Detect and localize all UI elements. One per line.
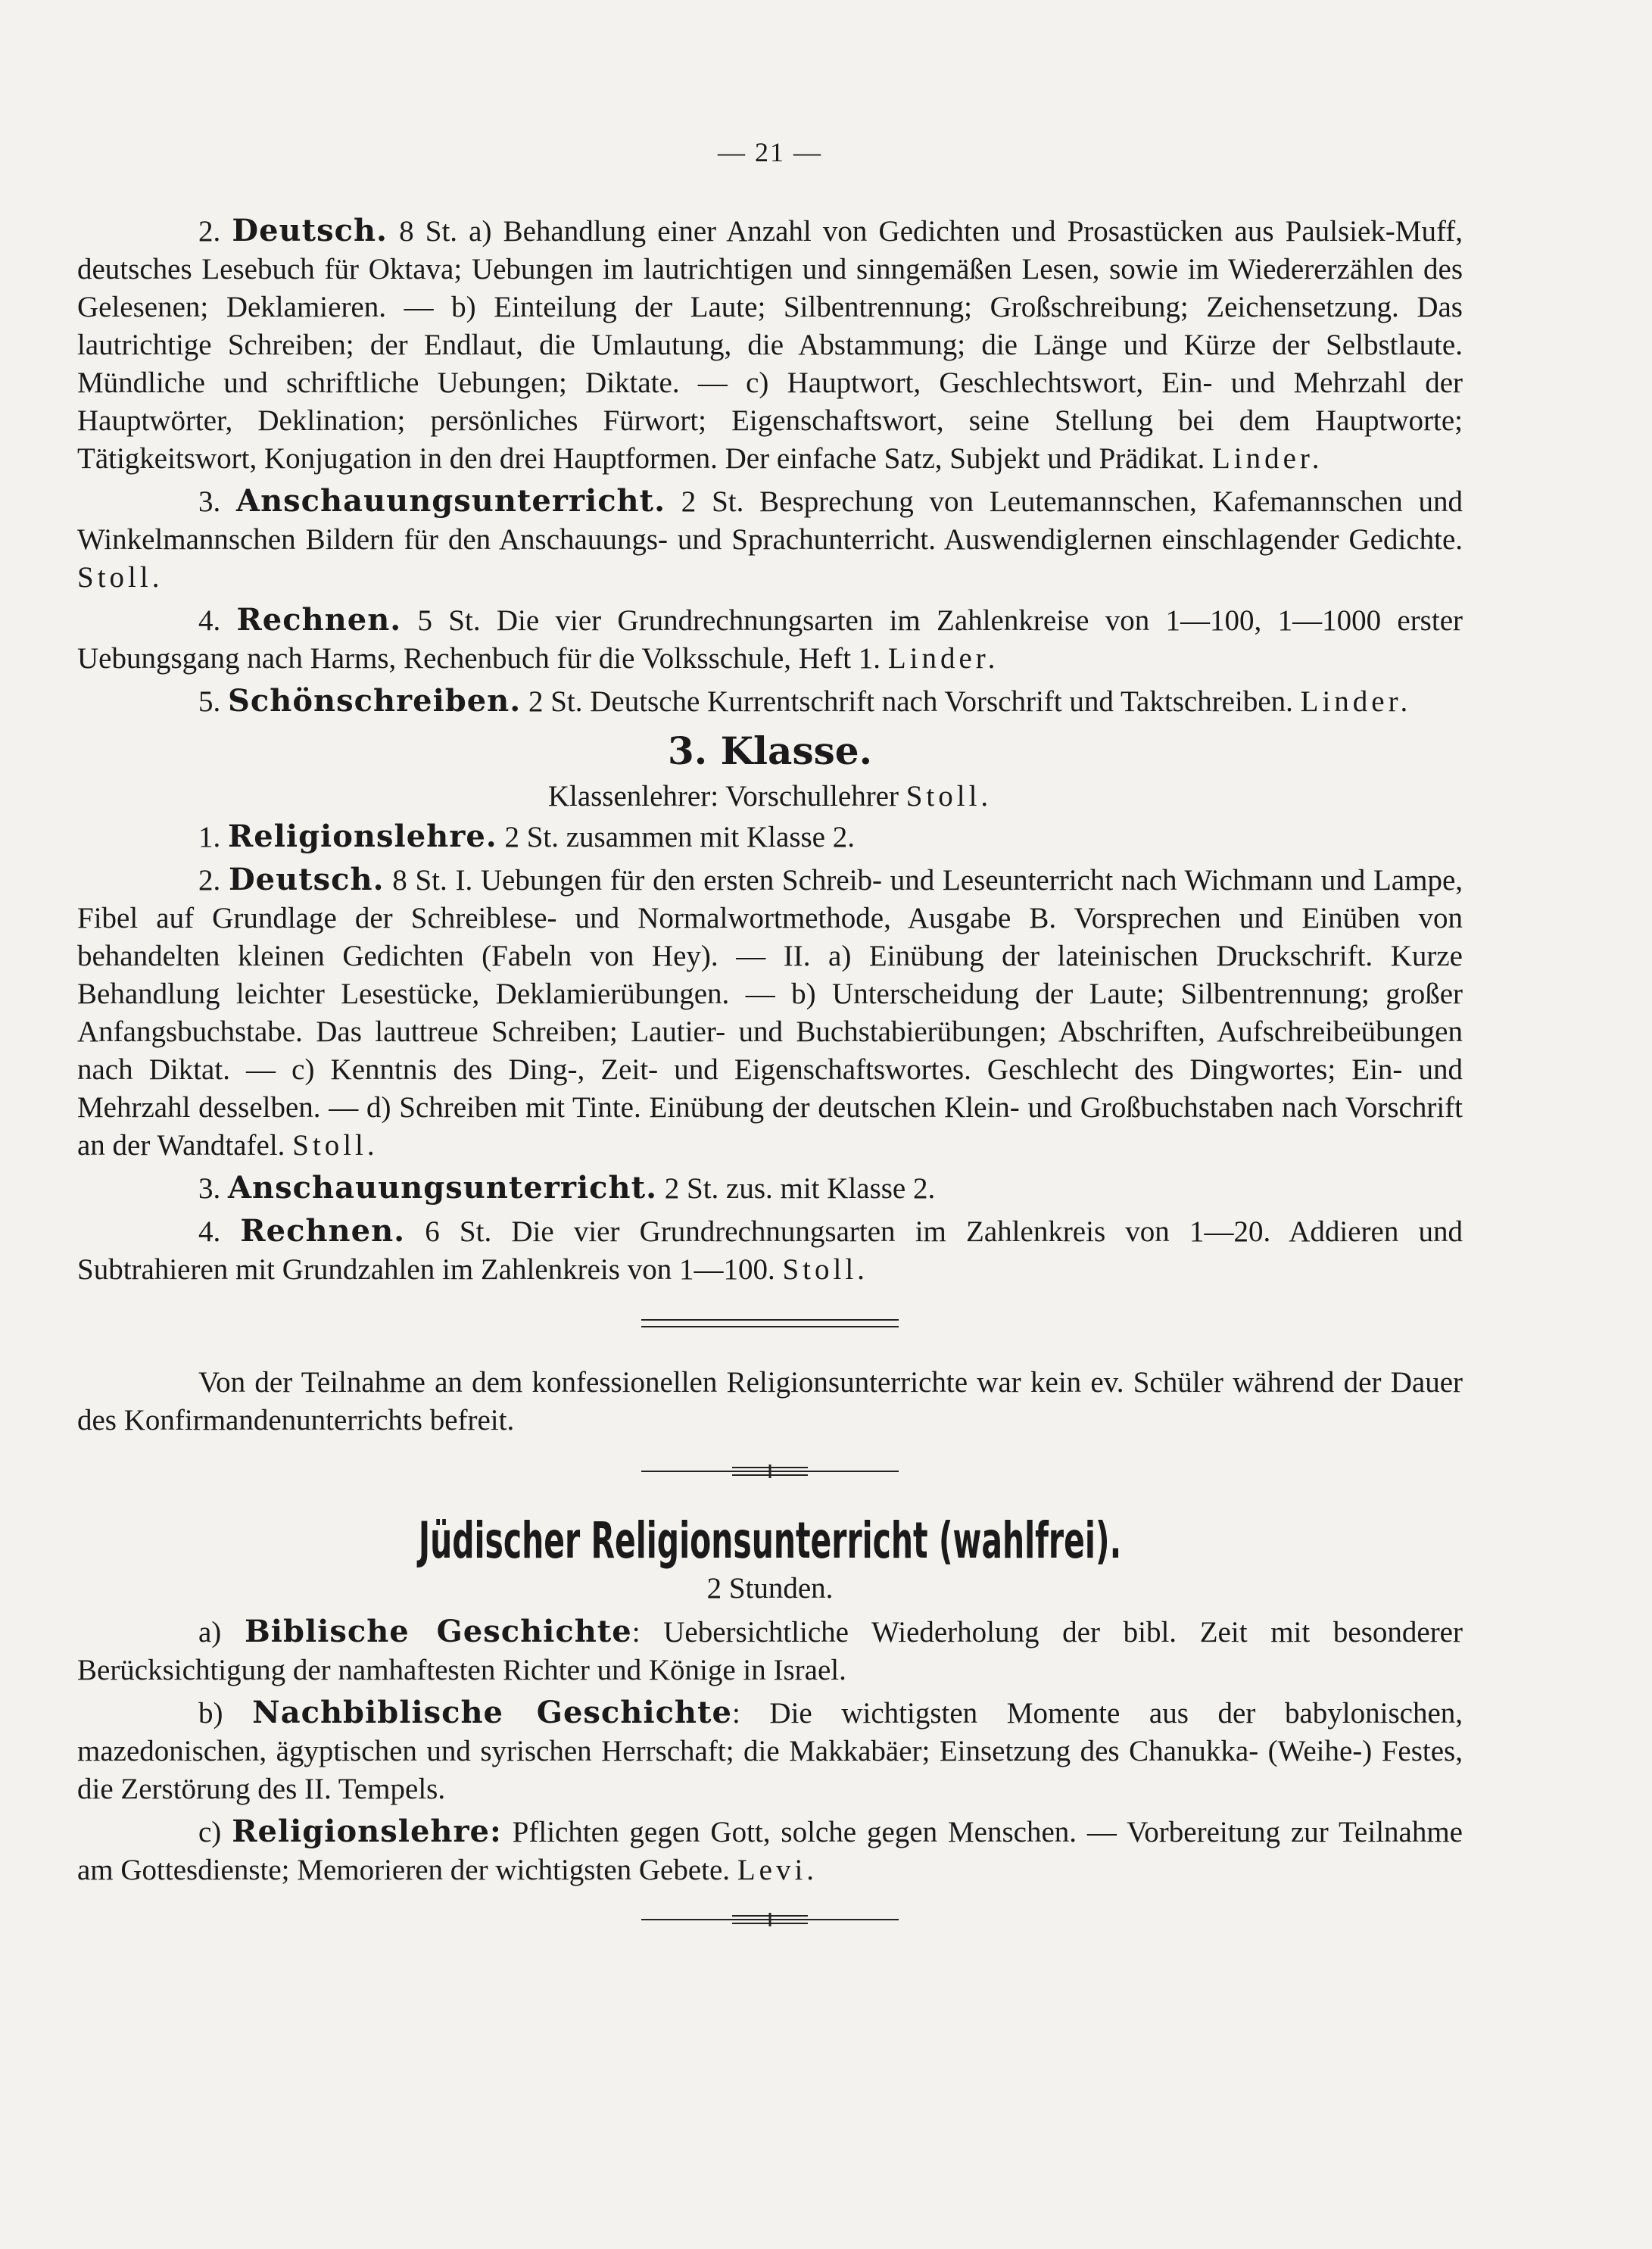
k2-rechnen: 4. Rechnen. 5 St. Die vier Grundrechnungsarten im Zahlenkreise von 1—100, 1—1000 erster Uebungsgang nach Harms, Rechenbuch für die Volksschule, Heft 1. Linder. [77,602,1463,675]
teacher-name: Stoll. [782,1253,868,1286]
juedisch-c-title: Religionslehre: [232,1814,502,1849]
k2-anschauung: 3. Anschauungsunterricht. 2 St. Besprechung von Leutemannschen, Kafemannschen und Winkelmannschen Bildern für den Anschauungs- und Sprachunterricht. Auswendiglernen einschlagender Gedichte. Stoll. [77,483,1463,594]
k3-religion: 1. Religionslehre. 2 St. zusammen mit Klasse 2. [198,819,855,854]
juedisch-c: c) Religionslehre: Pflichten gegen Gott, solche gegen Menschen. — Vorbereitung zur Teilnahme am Gottesdienste; Memorieren der wichtigsten Gebete. Levi. [77,1814,1463,1886]
k3-rechnen: 4. Rechnen. 6 St. Die vier Grundrechnungsarten im Zahlenkreis von 1—20. Addieren und Subtrahieren mit Grundzahlen im Zahlenkreis von 1—100. Stoll. [77,1213,1463,1286]
teacher-name: Linder. [1211,442,1323,475]
double-rule-divider [641,1319,899,1327]
juedisch-a: a) Biblische Geschichte: Uebersichtliche Wiederholung der bibl. Zeit mit besonderer Berücksichtigung der namhaftesten Richter und Könige in Israel. [77,1614,1463,1686]
k2-schoenschreiben-title: Schönschreiben. [228,683,522,719]
k2-rechnen-title: Rechnen. [236,602,402,638]
juedisch-b: b) Nachbiblische Geschichte: Die wichtigsten Momente aus der babylonischen, mazedonischen, ägyptischen und syrischen Herrschaft; die Makkabäer; Einsetzung des Chanukka- (Weihe-) Festes, die Zerstörung des II. Tempels. [77,1695,1463,1805]
k3-deutsch-title: Deutsch. [228,862,385,897]
teacher-name: Levi. [737,1854,818,1886]
k3-religion-title: Religionslehre. [228,819,497,854]
page-number: — 21 — [718,137,822,167]
k3-anschauung: 3. Anschauungsunterricht. 2 St. zus. mit Klasse 2. [198,1170,936,1206]
juedisch-a-title: Biblische Geschichte [244,1614,632,1649]
klasse3-heading: 3. Klasse. [668,728,872,773]
teacher-name: Stoll. [292,1129,379,1162]
ornament-divider [641,1462,899,1480]
teacher-name: Stoll. [77,561,164,594]
k3-rechnen-title: Rechnen. [240,1213,406,1249]
k2-deutsch-title: Deutsch. [232,213,388,248]
juedisch-stunden: 2 Stunden. [706,1572,834,1605]
teacher-name: Linder. [887,642,999,675]
k3-anschauung-title: Anschauungsunterricht. [228,1170,657,1206]
juedisch-b-title: Nachbiblische Geschichte [252,1695,732,1730]
k2-deutsch: 2. Deutsch. 8 St. a) Behandlung einer Anzahl von Gedichten und Prosastücken aus Paulsiek-Muff, deutsches Lesebuch für Oktava; Uebungen im lautrichtigen und sinngemäßen Lesen, sowie im Wiedererzählen des Gelesenen; Deklamieren. — b) Einteilung der Laute; Silbentrennung; Großschreibung; Zeichensetzung. Das lautrichtige Schreiben; der Endlaut, die Umlautung, die Abstammung; die Länge und Kürze der Selbstlaute. Mündliche und schriftliche Uebungen; Diktate. — c) Hauptwort, Geschlechtswort, Ein- und Mehrzahl der Hauptwörter, Deklination; persönliches Fürwort; Eigenschaftswort, seine Stellung bei dem Hauptworte; Tätigkeitswort, Konjugation in den drei Hauptformen. Der einfache Satz, Subjekt und Prädikat. Linder. [77,213,1463,475]
k2-anschauung-title: Anschauungsunterricht. [236,483,666,519]
juedisch-title: Jüdischer Religionsunterricht (wahlfrei). [418,1511,1122,1570]
k3-deutsch: 2. Deutsch. 8 St. I. Uebungen für den ersten Schreib- und Leseunterricht nach Wichmann und Lampe, Fibel auf Grundlage der Schreiblese- und Normalwortmethode, Ausgabe B. Vorsprechen und Einüben von behandelten kleinen Gedichten (Fabeln von Hey). — II. a) Einübung der lateinischen Druckschrift. Kurze Behandlung leichter Lesestücke, Deklamierübungen. — b) Unterscheidung der Laute; Silbentrennung; großer Anfangsbuchstabe. Das lauttreue Schreiben; Lautier- und Buchstabierübungen; Abschriften, Aufschreibeübungen nach Diktat. — c) Kenntnis des Ding-, Zeit- und Eigenschaftswortes. Geschlecht des Dingwortes; Ein- und Mehrzahl desselben. — d) Schreiben mit Tinte. Einübung der deutschen Klein- und Großbuchstaben nach Vorschrift an der Wandtafel. Stoll. [77,862,1463,1162]
k2-schoenschreiben: 5. Schönschreiben. 2 St. Deutsche Kurrentschrift nach Vorschrift und Taktschreiben. Linder. [198,683,1412,719]
klassenlehrer-line: Klassenlehrer: Vorschullehrer Stoll. [547,780,993,813]
ornament-divider-bottom [641,1911,899,1929]
note-paragraph: Von der Teilnahme an dem konfessionellen Religionsunterrichte war kein ev. Schüler während der Dauer des Konfirmandenunterrichts befreit. [77,1366,1463,1436]
teacher-name: Linder. [1300,685,1412,718]
